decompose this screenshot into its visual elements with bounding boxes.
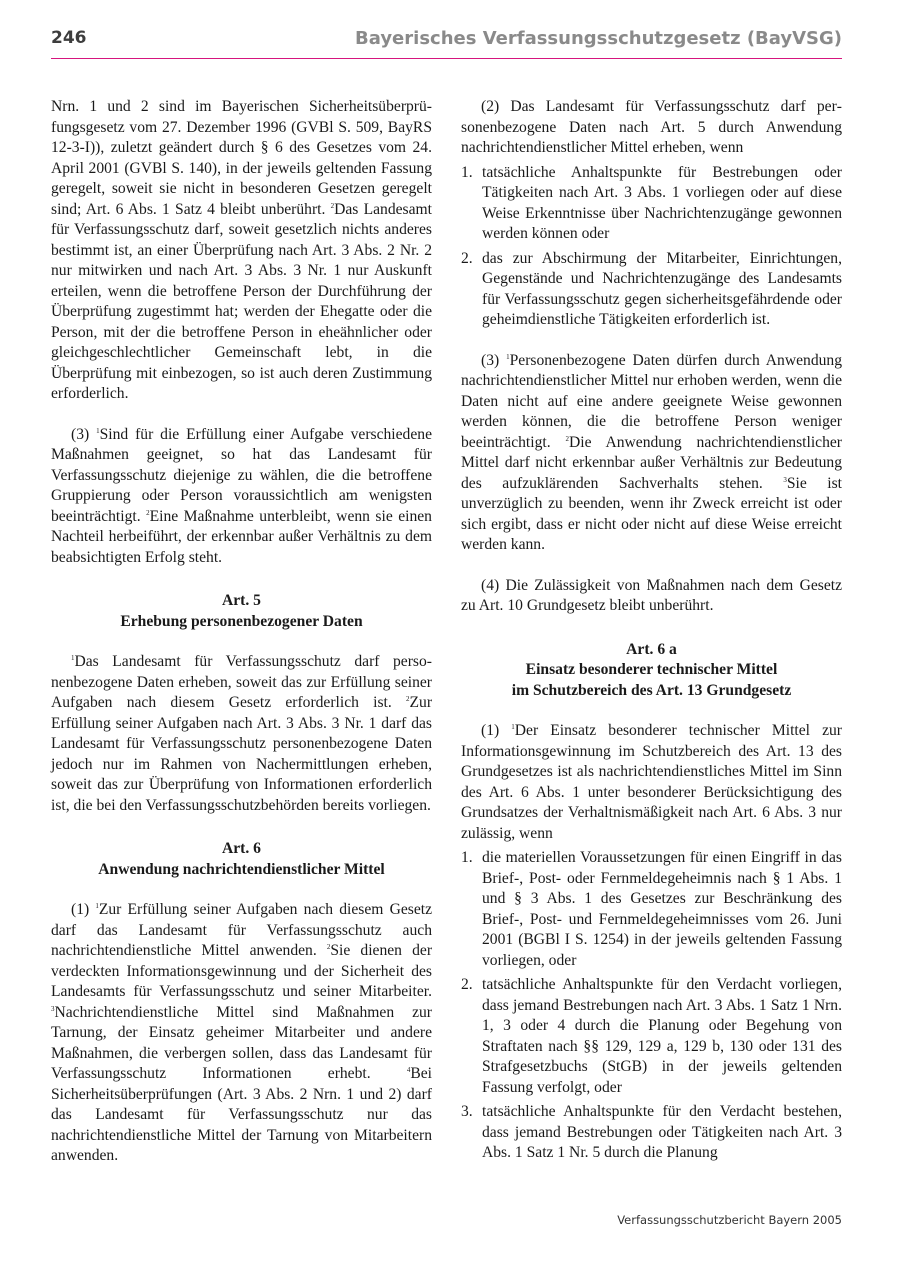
running-title: Bayerisches Verfassungsschutzgesetz (BayVSG)	[355, 28, 842, 49]
list-item: 3. tatsächliche Anhaltspunkte für den Verdacht bestehen, dass jemand Bestrebungen oder Tätigkeiten nach Art. 3 Abs. 1 Satz 1 Nr. 5 durch die Planung	[461, 1103, 842, 1161]
article-title: im Schutzbereich des Art. 13 Grundgesetz	[511, 681, 792, 699]
paragraph: (4) Die Zulässigkeit von Maßnahmen nach dem Gesetz zu Art. 10 Grundgesetz bleibt unberührt.	[461, 576, 842, 614]
page-footer: Verfassungsschutzbericht Bayern 2005	[617, 1213, 842, 1227]
list-item: 1. die materiellen Voraussetzungen für einen Eingriff in das Brief-, Post- oder Fernmeldegeheimnis nach § 1 Abs. 1 und § 3 Abs. 1 des Gesetzes zur Beschränkung des Brief-, Post- und Fernmeldegeheimnisses vom 26. Juni 2001 (BGBl I S. 1254) in der jeweils geltenden Fassung vorliegen, oder	[461, 849, 842, 969]
right-column	[461, 97, 842, 1164]
article-title: Anwendung nachrichtendienstlicher Mittel	[98, 860, 385, 878]
article-number: Art. 6 a	[626, 640, 677, 658]
page-header	[51, 28, 842, 59]
paragraph: Nrn. 1 und 2 sind im Bayerischen Sicherheitsüberprüfungsgesetz vom 27. Dezember 1996 (GVBl S. 509, BayRS 12-3-I)), zuletzt geändert durch § 6 des Gesetzes vom 24. April 2001 (GVBl S. 140), in der jeweils geltenden Fassung geregelt, soweit sie nicht in besonderen Gesetzen geregelt sind; Art. 6 Abs. 1 Satz 4 bleibt unberührt. $^2$Das Landesamt für Verfassungsschutz darf, soweit gesetzlich nichts anderes bestimmt ist, an einer Überprüfung nach Art. 3 Abs. 2 Nr. 2 nur mitwirken und nach Art. 3 Abs. 3 Nr. 1 nur Auskunft erteilen, wenn die betroffene Person der Durchführung der Überprüfung zugestimmt hat; werden der Ehegatte oder die Person, mit der die betroffene Person in eheähnlicher oder gleichgeschlechtlicher Gemeinschaft lebt, in die Überprüfung mit einbezogen, so ist auch deren Zustimmung erforderlich.	[51, 98, 433, 402]
article-title: Erhebung personenbezogener Daten	[120, 612, 363, 630]
article-number: Art. 5	[222, 592, 261, 609]
paragraph: (3) $^1$Sind für die Erfüllung einer Aufgabe verschiedene Maßnahmen geeignet, so hat das Landesamt für Verfassungsschutz diejenige zu wählen, die die betroffene Gruppierung oder Person voraussichtlich am wenigsten beeinträchtigt. $^2$Eine Maßnahme unterbleibt, wenn sie einen Nachteil herbeiführt, der erkennbar außer Verhältnis zu dem beabsichtigten Erfolg steht.	[51, 425, 432, 566]
article-number: Art. 6	[222, 840, 261, 857]
page-number: 246	[51, 28, 87, 48]
article-title: Einsatz besonderer technischer Mittel	[525, 661, 778, 678]
list-item: 2. das zur Abschirmung der Mitarbeiter, Einrichtungen, Gegenstände und Nachrichtenzugänge des Landesamts für Verfassungsschutz gegen sicherheitsgefährdende oder geheimdienstliche Tätigkeiten erforderlich ist.	[461, 249, 842, 328]
paragraph: (1) $^1$Der Einsatz besonderer technischer Mittel zur Informationsgewinnung im Schutzbereich des Art. 13 des Grundgesetzes ist als nachrichtendienstliches Mittel im Sinn des Art. 6 Abs. 1 unter besonderer Berücksichtigung des Grundsatzes der Verhaltnismäßigkeit nach Art. 6 Abs. 3 nur zulässig, wenn	[461, 722, 842, 842]
paragraph: $^1$Das Landesamt für Verfassungsschutz darf personenbezogene Daten erheben, soweit das zur Erfüllung seiner Aufgaben nach diesem Gesetz erforderlich ist. $^2$Zur Erfüllung seiner Aufgaben nach Art. 3 Abs. 3 Nr. 1 darf das Landesamt für Verfassungsschutz personenbezogene Daten jedoch nur im Rahmen von Nachermittlungen erheben, soweit das zur Überprüfung von Informationen erforderlich ist, die bei den Verfassungsschutzbehörden bereits vorliegen.	[51, 653, 433, 814]
list-item: 2. tatsächliche Anhaltspunkte für den Verdacht vorliegen, dass jemand Bestrebungen nach Art. 3 Abs. 1 Satz 1 Nrn. 1, 3 oder 4 durch die Planung oder Begehung von Straftaten nach §§ 129, 129 a, 129 b, 130 oder 131 des Strafgesetzbuchs (StGB) in der jeweils geltenden Fassung verfolgt, oder	[461, 976, 842, 1096]
paragraph: (2) Das Landesamt für Verfassungsschutz darf personenbezogene Daten nach Art. 5 durch Anwendung nachrichtendienstlicher Mittel erheben, wenn	[461, 98, 842, 156]
list-item: 1. tatsächliche Anhaltspunkte für Bestrebungen oder Tätigkeiten nach Art. 3 Abs. 1 vorliegen oder auf diese Weise Erkenntnisse über Nachrichtenzugänge gewonnen werden können oder	[461, 163, 842, 242]
paragraph: (3) $^1$Personenbezogene Daten dürfen durch Anwendung nachrichtendienstlicher Mittel nur erhoben werden, wenn die Daten nicht auf eine andere geeignete Weise gewonnen werden können, die die betroffene Person weniger beeinträchtigt. $^2$Die Anwendung nachrichtendienstlicher Mittel darf nicht erkennbar außer Verhältnis zur Bedeutung des aufzuklärenden Sachverhalts stehen. $^3$Sie ist unverzüglich zu beenden, wenn ihr Zweck erreicht ist oder sich ergibt, dass er nicht oder nicht auf diese Weise erreicht werden kann.	[461, 351, 843, 553]
paragraph: (1) $^1$Zur Erfüllung seiner Aufgaben nach diesem Gesetz darf das Landesamt für Verfassungsschutz auch nachrichtendienstliche Mittel anwenden. $^2$Sie dienen der verdeckten Informationsgewinnung und der Sicherheit des Landesamts für Verfassungsschutz und seiner Mitarbeiter. $^3$Nachrichtendienstliche Mittel sind Maßnahmen zur Tarnung, der Einsatz geheimer Mitarbeiter und andere Maßnahmen, die verbergen sollen, dass das Landesamt für Verfassungsschutz Informationen erhebt. $^4$Bei Sicherheitsüberprüfungen (Art. 3 Abs. 2 Nrn. 1 und 2) darf das Landesamt für Verfassungsschutz nur das nachrichtendienstliche Mittel der Tarnung von Mitarbeitern anwenden.	[51, 901, 433, 1164]
left-column	[51, 97, 432, 1167]
